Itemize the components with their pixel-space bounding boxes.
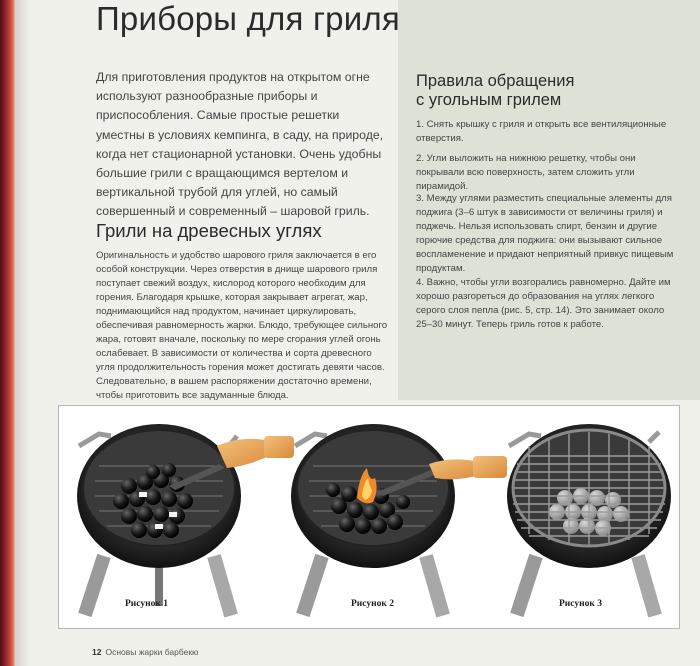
page-gutter-shadow (16, 0, 30, 666)
figure-caption-3: Рисунок 3 (559, 599, 602, 609)
grill-illustrations (59, 406, 679, 628)
illustration-box (58, 405, 680, 629)
grill-leg (207, 554, 238, 617)
figure-caption-1: Рисунок 1 (125, 599, 168, 609)
intro-paragraph: Для приготовления продуктов на открытом огне используют разнообразные приборы и приспособления. Самые простые решетки уместны в условиях кемпинга, в саду, на природе, когда нет стационарной установки. Очень удобны большие грили с вращающимся вертелом и вертикальной трубой для углей, но самый совершенный и современный – шаровой гриль. (96, 70, 384, 219)
book-title: Основы жарки барбекю (105, 647, 199, 657)
grill-figure-3 (507, 424, 671, 618)
grill-leg (78, 554, 110, 617)
grill-leg (631, 554, 662, 617)
grill-leg (419, 554, 450, 617)
rules-heading (416, 72, 676, 110)
rule-item-4: 4. Важно, чтобы угли возгорались равномерно. Дайте им хорошо разгореться до образования на углях легкого серого слоя пепла (рис. 5, стр. 14). Это занимает около 25–30 минут. Теперь гриль готов к работе. (416, 277, 671, 330)
page-number: 12 (92, 647, 102, 657)
page-title: Приборы для гриля (96, 0, 400, 37)
rule-item-2: 2. Угли выложить на нижнюю решетку, чтобы они покрывали всю поверхность, затем сложить угли пирамидой. (416, 153, 636, 192)
rule-item-1: 1. Снять крышку с гриля и открыть все вентиляционные отверстия. (416, 119, 667, 144)
section-heading: Грили на древесных углях (96, 220, 322, 241)
grill-leg (510, 554, 542, 617)
rules-heading-line-2: с угольным грилем (416, 91, 562, 109)
rule-item-3: 3. Между углями разместить специальные элементы для поджига (3–6 штук в зависимости от величины гриля) и поджечь. Нельзя использовать спирт, бензин и другие горючие средства для поджига: они вызывают сильное воспламенение и придают неприятный привкус пищевым продуктам. (416, 193, 674, 274)
rules-heading-line-1: Правила обращения (416, 72, 575, 90)
grill-handle (649, 432, 659, 442)
book-spine (0, 0, 16, 666)
glove-cuff (264, 436, 294, 458)
grill-figure-2 (291, 424, 507, 618)
grill-leg (296, 554, 328, 617)
grill-figure-1 (77, 424, 294, 618)
glove-cuff (473, 456, 507, 478)
figure-caption-2: Рисунок 2 (351, 599, 394, 609)
section-body: Оригинальность и удобство шарового гриля заключается в его особой конструкции. Через отверстия в днище шарового гриля поступает свежий воздух, кислород которого необходим для горения. Благодаря крышке, которая закрывает агрегат, жар, поднимающийся над продуктом, начинает циркулировать, обеспечивая равномерность жарки. Блюдо, требующее сильного жара, готовят вначале, поскольку по мере сгорания углей огонь ослабевает. В зависимости от количества и сорта древесного угля продолжительность горения может достигать девяти часов. Следовательно, в вашем распоряжении достаточно времени, чтобы приготовить все задуманные блюда. (96, 250, 388, 401)
page-footer (92, 647, 198, 657)
